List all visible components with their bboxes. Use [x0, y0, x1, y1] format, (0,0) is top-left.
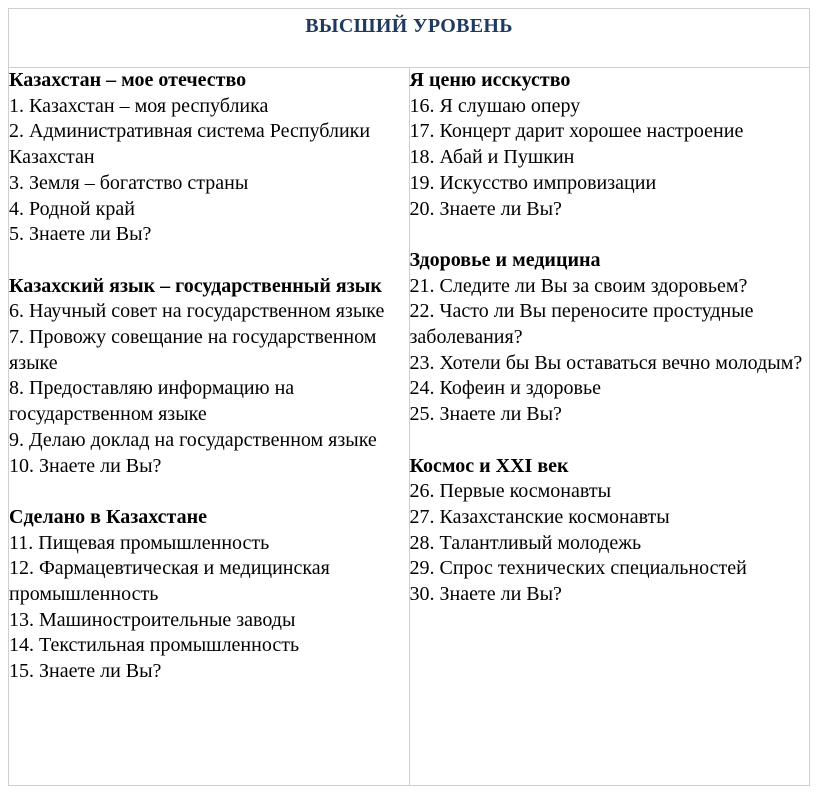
title-cell — [9, 9, 810, 68]
topic-item: 11. Пищевая промышленность — [9, 531, 270, 554]
topic-item: 15. Знаете ли Вы? — [9, 660, 162, 683]
section-heading: Я ценю исскуство — [409, 69, 571, 91]
topic-section — [9, 68, 409, 248]
topic-item: 13. Машиностроительные заводы — [9, 608, 296, 631]
topic-section — [410, 248, 810, 428]
left-column — [9, 68, 410, 786]
topic-item: 19. Искусство импровизации — [409, 171, 657, 194]
topic-item: 21. Следите ли Вы за своим здоровьем? — [409, 274, 748, 297]
topic-item: 18. Абай и Пушкин — [409, 146, 575, 169]
topic-item: 26. Первые космонавты — [409, 480, 612, 503]
topic-section — [410, 68, 810, 222]
topic-item: 7. Провожу совещание на государственном языке — [9, 326, 377, 374]
left-sections — [9, 68, 409, 685]
topic-item: 22. Часто ли Вы переносите простудные заболевания? — [409, 300, 754, 349]
section-heading: Казахский язык – государственный язык — [9, 274, 382, 297]
topic-item: 9. Делаю доклад на государственном языке — [9, 428, 377, 451]
section-heading: Здоровье и медицина — [409, 248, 601, 271]
topic-item: 17. Концерт дарит хорошее настроение — [409, 120, 744, 143]
topic-item: 8. Предоставляю информацию на государственном языке — [9, 377, 295, 426]
right-sections — [410, 68, 810, 608]
topic-item: 28. Талантливый молодежь — [409, 531, 642, 554]
section-heading: Космос и XXI век — [409, 454, 569, 477]
topic-item: 4. Родной край — [9, 197, 135, 220]
topic-item: 6. Научный совет на государственном языке — [9, 300, 385, 323]
topic-item: 23. Хотели бы Вы оставаться вечно молодым? — [409, 351, 803, 374]
topic-section — [9, 274, 409, 480]
topic-section — [410, 454, 810, 608]
page-title: ВЫСШИЙ УРОВЕНЬ — [305, 15, 513, 37]
topic-item: 1. Казахстан – моя республика — [9, 94, 269, 117]
topic-item: 5. Знаете ли Вы? — [9, 223, 152, 246]
section-heading: Сделано в Казахстане — [9, 505, 208, 528]
topic-item: 14. Текстильная промышленность — [9, 634, 300, 657]
topic-item: 25. Знаете ли Вы? — [409, 403, 562, 426]
topics-table — [8, 8, 810, 786]
topic-item: 16. Я слушаю оперу — [409, 94, 581, 117]
topic-item: 10. Знаете ли Вы? — [9, 454, 162, 477]
topic-item: 2. Административная система Республики Казахстан — [9, 120, 371, 169]
topic-item: 20. Знаете ли Вы? — [409, 197, 562, 220]
right-column — [409, 68, 810, 786]
topic-item: 12. Фармацевтическая и медицинская промышленность — [9, 557, 330, 606]
topic-item: 27. Казахстанские космонавты — [409, 505, 670, 528]
section-heading: Казахстан – мое отечество — [9, 69, 247, 91]
topic-item: 24. Кофеин и здоровье — [409, 377, 601, 400]
topic-item: 29. Спрос технических специальностей — [409, 557, 747, 580]
topic-item: 30. Знаете ли Вы? — [409, 583, 562, 606]
topic-item: 3. Земля – богатство страны — [9, 171, 249, 194]
topic-section — [9, 505, 409, 685]
